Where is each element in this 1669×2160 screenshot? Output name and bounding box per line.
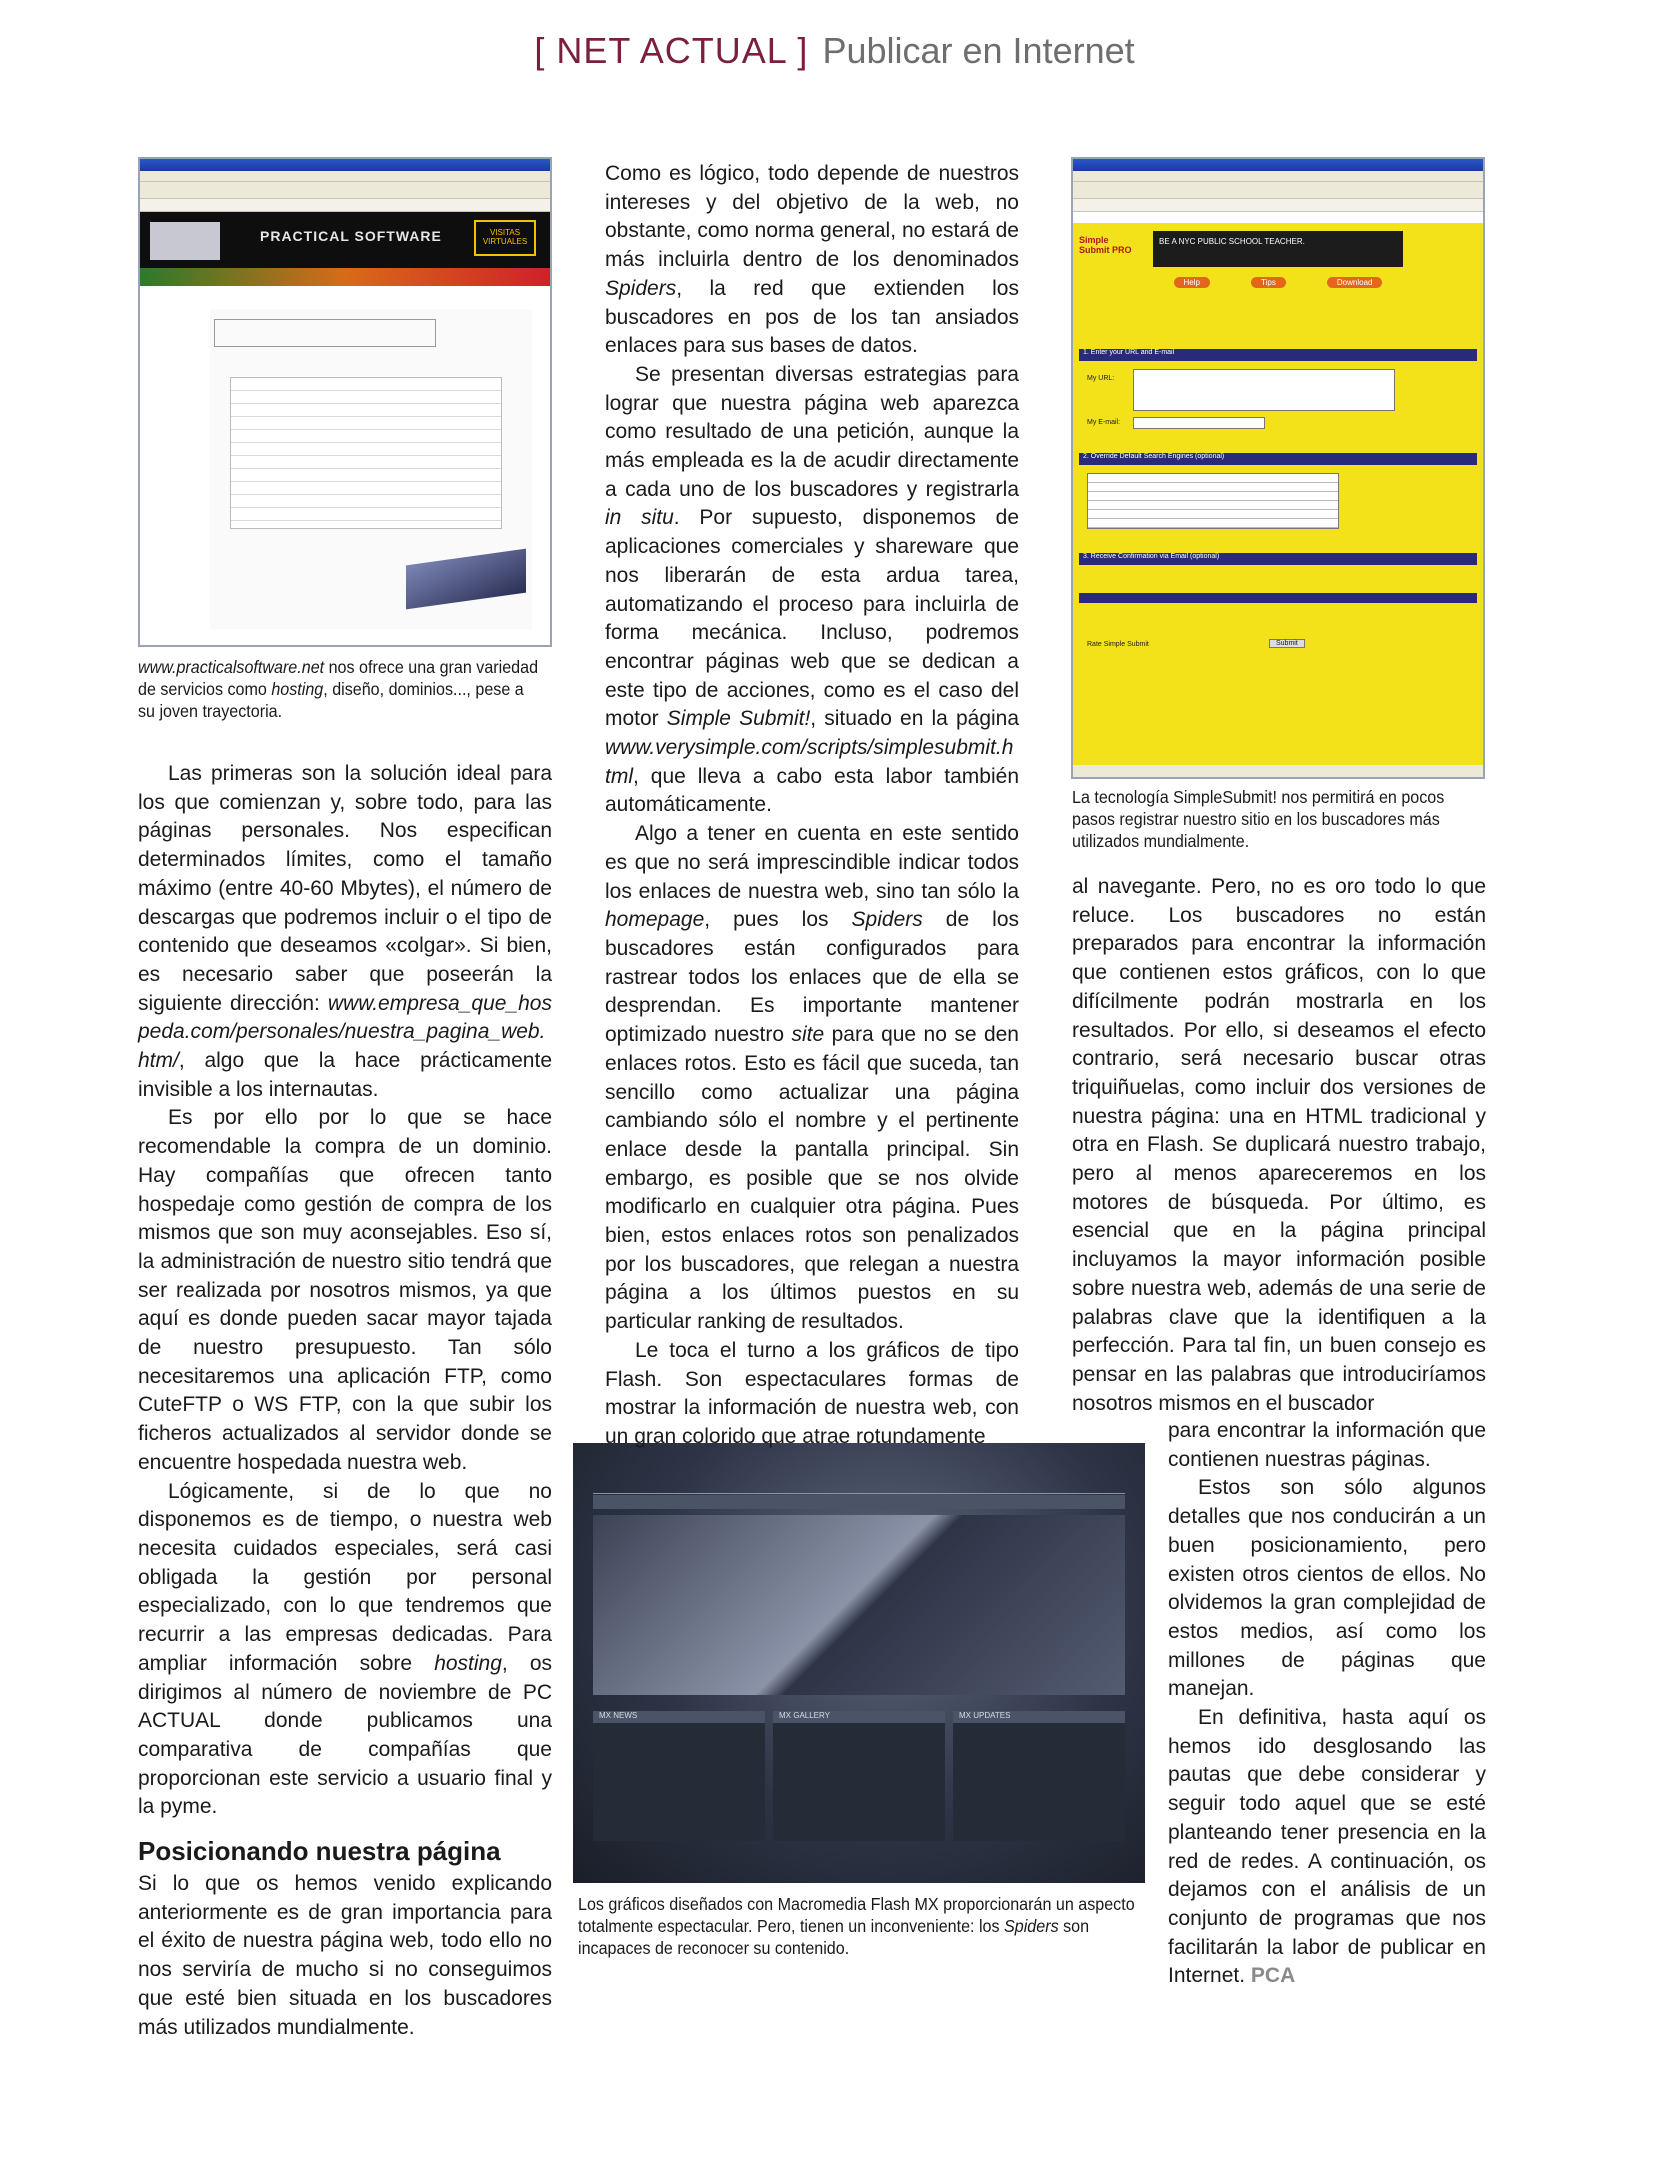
product-image (406, 549, 526, 610)
paragraph: Se presentan diversas estrategias para lograr que nuestra página web aparezca como resultado de una petición, aunque la más empleada es la de acudir directamente a cada uno de los buscadores y registrarla in situ. Por supuesto, disponemos de aplicaciones comerciales y shareware que nos liberarán de esta ardua tarea, automatizando el proceso para incluirla de forma mecánica. Incluso, podremos encontrar páginas web que se dedican a este tipo de acciones, como es el caso del motor Simple Submit!, situado en la página www.verysimple.com/scripts/simplesubmit.html, que lleva a cabo esta labor también automáticamente. (605, 362, 1020, 817)
panel-updates-title: MX UPDATES (959, 1711, 1011, 1720)
simplesubmit-page (1073, 223, 1483, 765)
site-banner (140, 212, 550, 268)
figure2-caption: La tecnología SimpleSubmit! nos permitirá en pocos pasos registrar nuestro sitio en los buscadores más utilizados mundialmente. (1072, 787, 1445, 851)
paragraph: al navegante. Pero, no es oro todo lo que reluce. Los buscadores no están preparados para encontrar la información que contienen estos gráficos, con lo que difícilmente podrán mostrarla en los resultados. Por ello, si deseamos el efecto contrario, será necesario buscar otras triquiñuelas, como incluir dos versiones de nuestra página: una en HTML tradicional y otra en Flash. Se duplicará nuestro trabajo, pero al menos apareceremos en los motores de búsqueda. Por último, es esencial que en la página principal incluyamos la mayor información posible sobre nuestra web, además de una serie de palabras clave que la identifiquen a la perfección. Para tal fin, un buen consejo es pensar en las palabras que introduciríamos nosotros mismos en el buscador (1072, 875, 1486, 1415)
help-button[interactable]: Help (1174, 277, 1210, 288)
site-content (210, 309, 532, 629)
simplesubmit-url: www.verysimple.com/scripts/simplesubmit.html (605, 736, 1014, 788)
site-navbar (140, 268, 550, 286)
paragraph: En definitiva, hasta aquí os hemos ido desglosando las pautas que debe considerar y seguir todo aquel que se esté planteando tener presencia en la red de redes. A continuación, os dejamos con el análisis de un conjunto de programas que nos facilitarán la labor de publicar en Internet. PCA (1168, 1706, 1486, 1988)
flash-site-header (593, 1459, 1125, 1494)
caption-link: www.practicalsoftware.net (138, 657, 325, 677)
panel-gallery-title: MX GALLERY (779, 1711, 830, 1720)
window-menubar (1073, 171, 1483, 182)
paragraph: Estos son sólo algunos detalles que nos conducirán a un buen posicionamiento, pero existen otros cientos de ellos. No olvidemos la gran complejidad de estos medios, así como los millones de páginas que manejan. (1168, 1476, 1486, 1701)
figure3-caption: Los gráficos diseñados con Macromedia Flash MX proporcionarán un aspecto totalmente espectacular. Pero, tienen un inconveniente: los Spiders son incapaces de reconocer su contenido. (578, 1894, 1135, 1958)
section-bar-3: 3. Receive Confirmation via Email (optional) (1079, 553, 1477, 565)
paragraph: Algo a tener en cuenta en este sentido es que no será imprescindible indicar todos los enlaces de nuestra web, sino tan sólo la homepage, pues los Spiders de los buscadores están configurados para rastrear todos los enlaces que de ella se desprendan. Es importante mantener optimizado nuestro site para que no se den enlaces rotos. Esto es fácil que suceda, tan sencillo como actualizar una página cambiando sólo el nombre y el pertinente enlace desde la pantalla principal. Sin embargo, es posible que se nos olvide modificarlo en cualquier otra página. Pues bien, estos enlaces rotos son penalizados por los buscadores, que relegan a nuestra página a los últimos puestos en su particular ranking de resultados. (605, 822, 1019, 1334)
window-toolbar (140, 182, 550, 199)
label-url: My URL: (1087, 375, 1115, 382)
window-addressbar (140, 199, 550, 212)
page-header (0, 30, 1669, 72)
window-menubar (140, 171, 550, 182)
figure-simplesubmit-screenshot (1071, 157, 1485, 779)
email-input[interactable] (1133, 417, 1265, 429)
engines-list[interactable] (1087, 473, 1339, 529)
submit-button[interactable]: Submit (1269, 639, 1305, 648)
label-email: My E-mail: (1087, 419, 1121, 426)
site-logo-text: PRACTICAL SOFTWARE (260, 228, 442, 244)
section-title: Publicar en Internet (822, 30, 1135, 71)
paragraph: Como es lógico, todo depende de nuestros intereses y del objetivo de la web, no obstante, como norma general, no estará de más incluirla dentro de los denominados Spiders, la red que extienden los buscadores en pos de los tan ansiados enlaces para sus bases de datos. (605, 162, 1019, 358)
figure-flash-mx-screenshot (573, 1443, 1145, 1883)
paragraph: Si lo que os hemos venido explicando anteriormente es de gran importancia para el éxito de nuestra página web, todo ello no nos serviría de mucho si no conseguimos que esté bien situada en los buscadores más utilizados mundialmente. (138, 1872, 552, 2039)
section-bar-1: 1. Enter your URL and E-mail (1079, 349, 1477, 361)
section-heading: Posicionando nuestra página (138, 1836, 501, 1867)
rate-label: Rate Simple Submit (1087, 641, 1149, 648)
flash-hero (593, 1515, 1125, 1695)
window-toolbar (1073, 182, 1483, 199)
flash-panels (593, 1711, 1125, 1841)
nav-buttons (1153, 277, 1403, 288)
figure-practicalsoftware-screenshot (138, 157, 552, 647)
paragraph: Es por ello por lo que se hace recomendable la compra de un dominio. Hay compañías que ofrecen tanto hospedaje como gestión de compra de los mismos que son muy aconsejables. Eso sí, la administración de nuestro sitio tendrá que ser realizada por nosotros mismos, ya que aquí es donde pueden sacar mayor tajada de nuestro presupuesto. Tan sólo necesitaremos una aplicación FTP, como CuteFTP o WS FTP, con la que subir los ficheros actualizados al servidor donde se encuentre hospedada nuestra web. (138, 1106, 552, 1474)
site-logo (150, 222, 220, 260)
section-brand: [ NET ACTUAL ] (534, 30, 809, 71)
download-button[interactable]: Download (1327, 277, 1383, 288)
window-statusbar (1073, 765, 1483, 777)
flash-site-nav (593, 1495, 1125, 1509)
divider-bar (1079, 593, 1477, 603)
ad-banner: BE A NYC PUBLIC SCHOOL TEACHER. (1153, 231, 1403, 267)
column-3-narrow (1168, 1417, 1486, 1991)
column-2 (605, 160, 1019, 1452)
tips-button[interactable]: Tips (1251, 277, 1286, 288)
paragraph: Las primeras son la solución ideal para los que comienzan y, sobre todo, para las páginas personales. Nos especifican determinados límites, como el tamaño máximo (entre 40-60 Mbytes), el número de descargas que podremos incluir o el tipo de contenido que deseamos «colgar». Si bien, es necesario saber que poseerán la siguiente dirección: www.empresa_que_hospeda.com/personales/nuestra_pagina_web.htm/, algo que la hace prácticamente invisible a los internautas. (138, 762, 552, 1101)
url-input[interactable] (1133, 369, 1395, 411)
window-titlebar (1073, 159, 1483, 171)
paragraph: Le toca el turno a los gráficos de tipo Flash. Son espectaculares formas de mostrar la información de nuestra web, con un gran colorido que atrae rotundamente (605, 1338, 1019, 1448)
simplesubmit-logo: Simple Submit PRO (1079, 235, 1132, 255)
figure1-caption: www.practicalsoftware.net nos ofrece una gran variedad de servicios como hosting, diseño, dominios..., pese a su joven trayectoria. (138, 657, 539, 721)
visitas-badge: VISITAS VIRTUALES (474, 220, 536, 256)
window-titlebar (140, 159, 550, 171)
paragraph: Lógicamente, si de lo que no disponemos es de tiempo, o nuestra web necesita cuidados especiales, será casi obligada la gestión por personal especializado, con lo que tendremos que recurrir a las empresas dedicadas. Para ampliar información sobre hosting, os dirigimos al número de noviembre de PC ACTUAL donde publicamos una comparativa de compañías que proporcionan este servicio a usuario final y la pyme. (138, 1479, 553, 1819)
column-3 (1072, 873, 1486, 1418)
window-addressbar (1073, 199, 1483, 212)
author-signature: PCA (1250, 1964, 1296, 1988)
hosting-url: www.empresa_que_hospeda.com/personales/nuestra_pagina_web.htm/ (138, 991, 552, 1073)
column-1 (138, 760, 552, 2042)
panel-news-title: MX NEWS (599, 1711, 638, 1720)
section-bar-2: 2. Override Default Search Engines (optional) (1079, 453, 1477, 465)
paragraph: para encontrar la información que contienen nuestras páginas. (1168, 1419, 1486, 1471)
